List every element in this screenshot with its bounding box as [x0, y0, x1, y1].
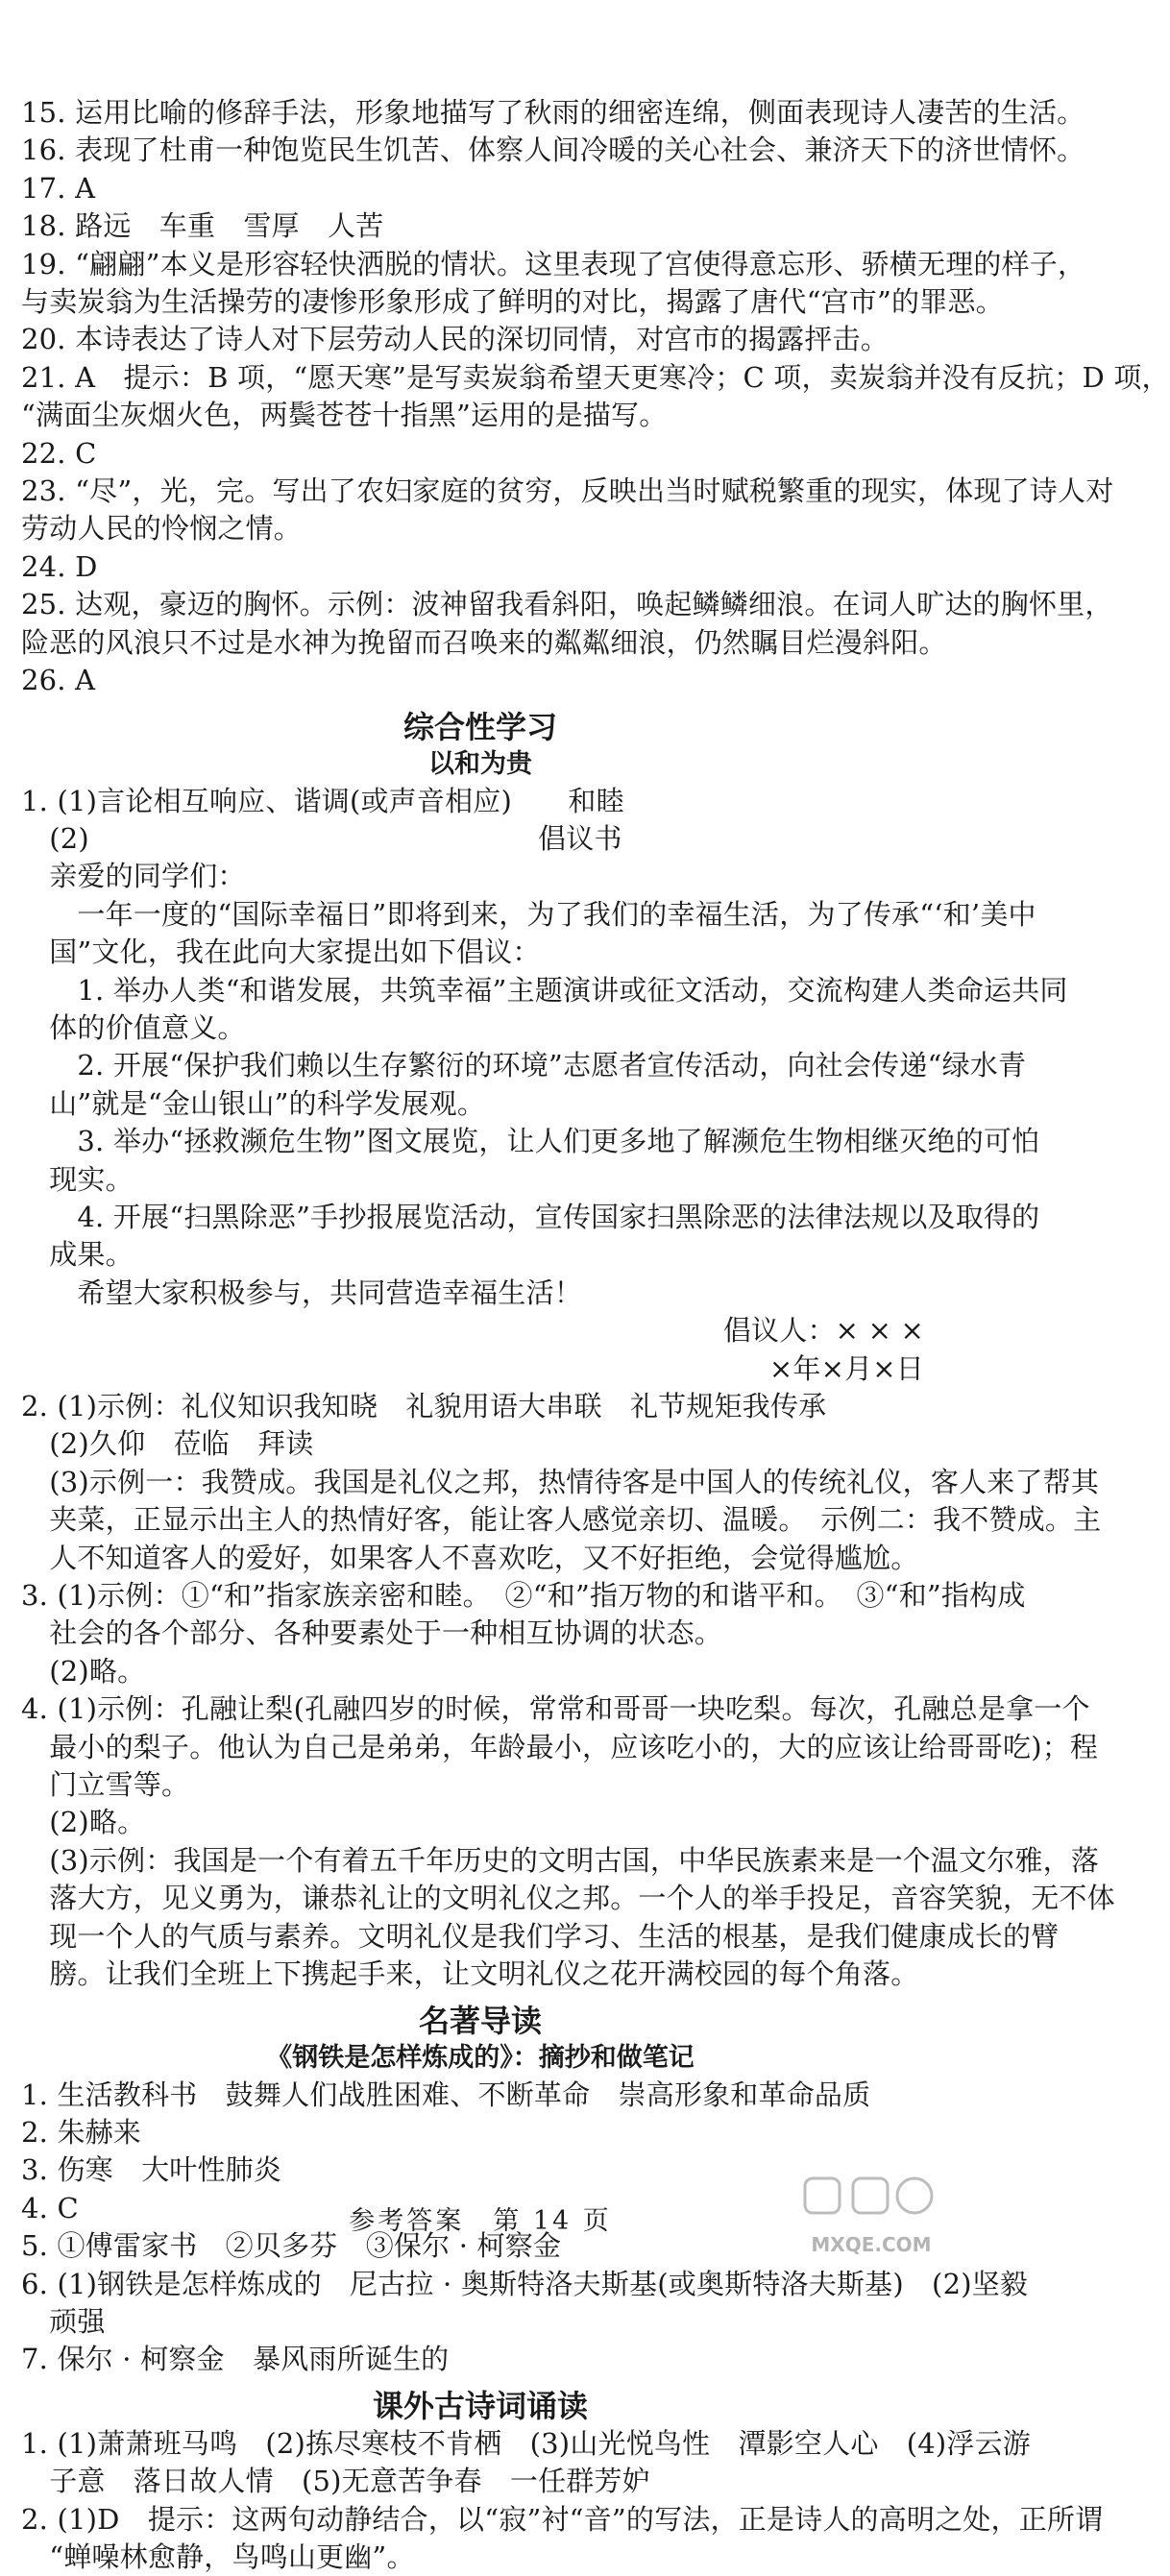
answer-line: 25. 达观，豪迈的胸怀。示例：波神留我看斜阳，唤起鳞鳞细浪。在词人旷达的胸怀里，: [21, 588, 1113, 621]
answer-line: “满面尘灰烟火色，两鬓苍苍十指黑”运用的是描写。: [21, 399, 668, 432]
section-subtitle-steel: 《钢铁是怎样炼成的》：摘抄和做笔记: [266, 2042, 695, 2073]
answer-line: 18. 路远 车重 雪厚 人苦: [21, 209, 384, 243]
classics-line: 4. C: [21, 2191, 79, 2224]
comprehensive-line: 现实。: [21, 1162, 134, 1196]
comprehensive-line: (2)略。: [21, 1806, 146, 1839]
section-title-comprehensive: 综合性学习: [402, 708, 557, 745]
comprehensive-line: 1. 举办人类“和谐发展，共筑幸福”主题演讲或征文活动，交流构建人类命运共同: [21, 973, 1068, 1007]
watermark-logo: [799, 2173, 943, 2261]
proposal-signature: 倡议人：× × ×: [722, 1314, 924, 1348]
classics-line: 6. (1)钢铁是怎样炼成的 尼古拉 · 奥斯特洛夫斯基(或奥斯特洛夫斯基) (2)坚毅: [21, 2267, 1029, 2300]
comprehensive-line: 社会的各个部分、各种要素处于一种相互协调的状态。: [21, 1616, 723, 1650]
comprehensive-line: 亲爱的同学们：: [21, 860, 246, 893]
comprehensive-line: 2. 开展“保护我们赖以生存繁衍的环境”志愿者宣传活动，向社会传递“绿水青: [21, 1049, 1027, 1082]
classics-line: 5. ①傅雷家书 ②贝多芬 ③保尔 · 柯察金: [21, 2229, 562, 2263]
answer-line: 与卖炭翁为生活操劳的凄惨形象形成了鲜明的对比，揭露了唐代“宫市”的罪恶。: [21, 285, 1004, 319]
answer-line: 20. 本诗表达了诗人对下层劳动人民的深切同情，对宫市的揭露抨击。: [21, 323, 889, 356]
proposal-date: ×年×月×日: [768, 1351, 924, 1385]
comprehensive-line: (2)略。: [21, 1654, 146, 1688]
comprehensive-line: 一年一度的“国际幸福日”即将到来，为了我们的幸福生活，为了传承“‘和’美中: [21, 897, 1036, 931]
comprehensive-line: 4. (1)示例：孔融让梨(孔融四岁的时候，常常和哥哥一块吃梨。每次，孔融总是拿一个: [21, 1692, 1090, 1726]
answers-top: [21, 94, 1170, 700]
comprehensive-line: 山”就是“金山银山”的科学发展观。: [21, 1086, 486, 1120]
comprehensive-line: 1. (1)言论相互响应、谐调(或声音相应) 和睦: [21, 784, 624, 817]
comprehensive-line: 体的价值意义。: [21, 1010, 246, 1044]
comprehensive-line: 人不知道客人的爱好，如果客人不喜欢吃，又不好拒绝，会觉得尴尬。: [21, 1541, 919, 1574]
section-title-classics: 名著导读: [418, 2002, 542, 2039]
answer-line: 24. D: [21, 549, 98, 583]
comprehensive-line: 膀。让我们全班上下携起手来，让文明礼仪之花开满校园的每个角落。: [21, 1957, 919, 1991]
comprehensive-answers-a: [21, 783, 1068, 1313]
section-title-poetry: 课外古诗词诵读: [372, 2387, 588, 2424]
poetry-answers: [21, 2425, 1104, 2576]
comprehensive-line: 门立雪等。: [21, 1768, 190, 1802]
classics-line: 1. 生活教科书 鼓舞人们战胜困难、不断革命 崇高形象和革命品质: [21, 2078, 871, 2111]
comprehensive-line: 夹菜，正显示出主人的热情好客，能让客人感觉亲切、温暖。 示例二：我不赞成。主: [21, 1503, 1102, 1537]
classics-line: 3. 伤寒 大叶性肺炎: [21, 2153, 282, 2187]
answer-line: 16. 表现了杜甫一种饱览民生饥苦、体察人间冷暖的关心社会、兼济天下的济世情怀。: [21, 134, 1085, 167]
classics-line: 7. 保尔 · 柯察金 暴风雨所诞生的: [21, 2343, 450, 2376]
comprehensive-line: 4. 开展“扫黑除恶”手抄报展览活动，宣传国家扫黑除恶的法律法规以及取得的: [21, 1200, 1040, 1233]
poetry-line: “蝉噪林愈静，鸟鸣山更幽”。: [21, 2540, 415, 2573]
comprehensive-line: 成果。: [21, 1238, 134, 1272]
comprehensive-line: 3. (1)示例：①“和”指家族亲密和睦。 ②“和”指万物的和谐平和。 ③“和”指构成: [21, 1579, 1026, 1613]
classics-line: 顽强: [21, 2304, 106, 2338]
comprehensive-line: (3)示例：我国是一个有着五千年历史的文明古国，中华民族素来是一个温文尔雅，落: [21, 1843, 1100, 1877]
poetry-line: 2. (1)D 提示：这两句动静结合，以“寂”衬“音”的写法，正是诗人的高明之处，正所谓: [21, 2502, 1104, 2536]
poetry-line: 1. (1)萧萧班马鸣 (2)拣尽寒枝不肯栖 (3)山光悦鸟性 潭影空人心 (4)浮云游: [21, 2426, 1032, 2460]
comprehensive-line: 国”文化，我在此向大家提出如下倡议：: [21, 936, 541, 969]
comprehensive-line: (3)示例一：我赞成。我国是礼仪之邦，热情待客是中国人的传统礼仪，客人来了帮其: [21, 1465, 1100, 1498]
answer-line: 19. “翩翩”本义是形容轻快洒脱的情状。这里表现了宫使得意忘形、骄横无理的样子，: [21, 247, 1086, 280]
comprehensive-line: (2) 倡议书: [21, 821, 622, 855]
answer-line: 22. C: [21, 436, 97, 470]
answer-line: 15. 运用比喻的修辞手法，形象地描写了秋雨的细密连绵，侧面表现诗人凄苦的生活。: [21, 96, 1085, 129]
section-subtitle-harmony: 以和为贵: [428, 748, 532, 779]
watermark-text: MXQE.COM: [811, 2233, 932, 2256]
comprehensive-line: (2)久仰 莅临 拜读: [21, 1427, 314, 1461]
answer-line: 23. “尽”，光，完。写出了农妇家庭的贫穷，反映出当时赋税繁重的现实，体现了诗人对: [21, 474, 1114, 508]
classics-line: 2. 朱赫来: [21, 2115, 142, 2149]
comprehensive-line: 希望大家积极参与，共同营造幸福生活！: [21, 1276, 583, 1309]
answer-line: 21. A 提示：B 项，“愿天寒”是写卖炭翁希望天更寒冷；C 项，卖炭翁并没有反抗；D 项，: [21, 360, 1170, 394]
comprehensive-line: 现一个人的气质与素养。文明礼仪是我们学习、生活的根基，是我们健康成长的臂: [21, 1919, 1060, 1953]
answer-line: 17. A: [21, 171, 96, 205]
comprehensive-line: 最小的梨子。他认为自己是弟弟，年龄最小，应该吃小的，大的应该让给哥哥吃)；程: [21, 1730, 1099, 1763]
answer-line: 劳动人民的怜悯之情。: [21, 512, 303, 546]
comprehensive-line: 落大方，见义勇为，谦恭礼让的文明礼仪之邦。一个人的举手投足，音容笑貌，无不体: [21, 1882, 1115, 1915]
comprehensive-line: 3. 举办“拯救濒危生物”图文展览，让人们更多地了解濒危生物相继灭绝的可怕: [21, 1125, 1040, 1158]
answer-line: 险恶的风浪只不过是水神为挽留而召唤来的粼粼细浪，仍然瞩目烂漫斜阳。: [21, 625, 947, 659]
comprehensive-line: 2. (1)示例：礼仪知识我知晓 礼貌用语大串联 礼节规矩我传承: [21, 1390, 827, 1422]
poetry-line: 子意 落日故人情 (5)无意苦争春 一任群芳妒: [21, 2465, 650, 2498]
page-footer: 参考答案 第 14 页: [349, 2206, 612, 2236]
comprehensive-answers-b: [21, 1388, 1115, 1994]
answer-line: 26. A: [21, 664, 96, 697]
